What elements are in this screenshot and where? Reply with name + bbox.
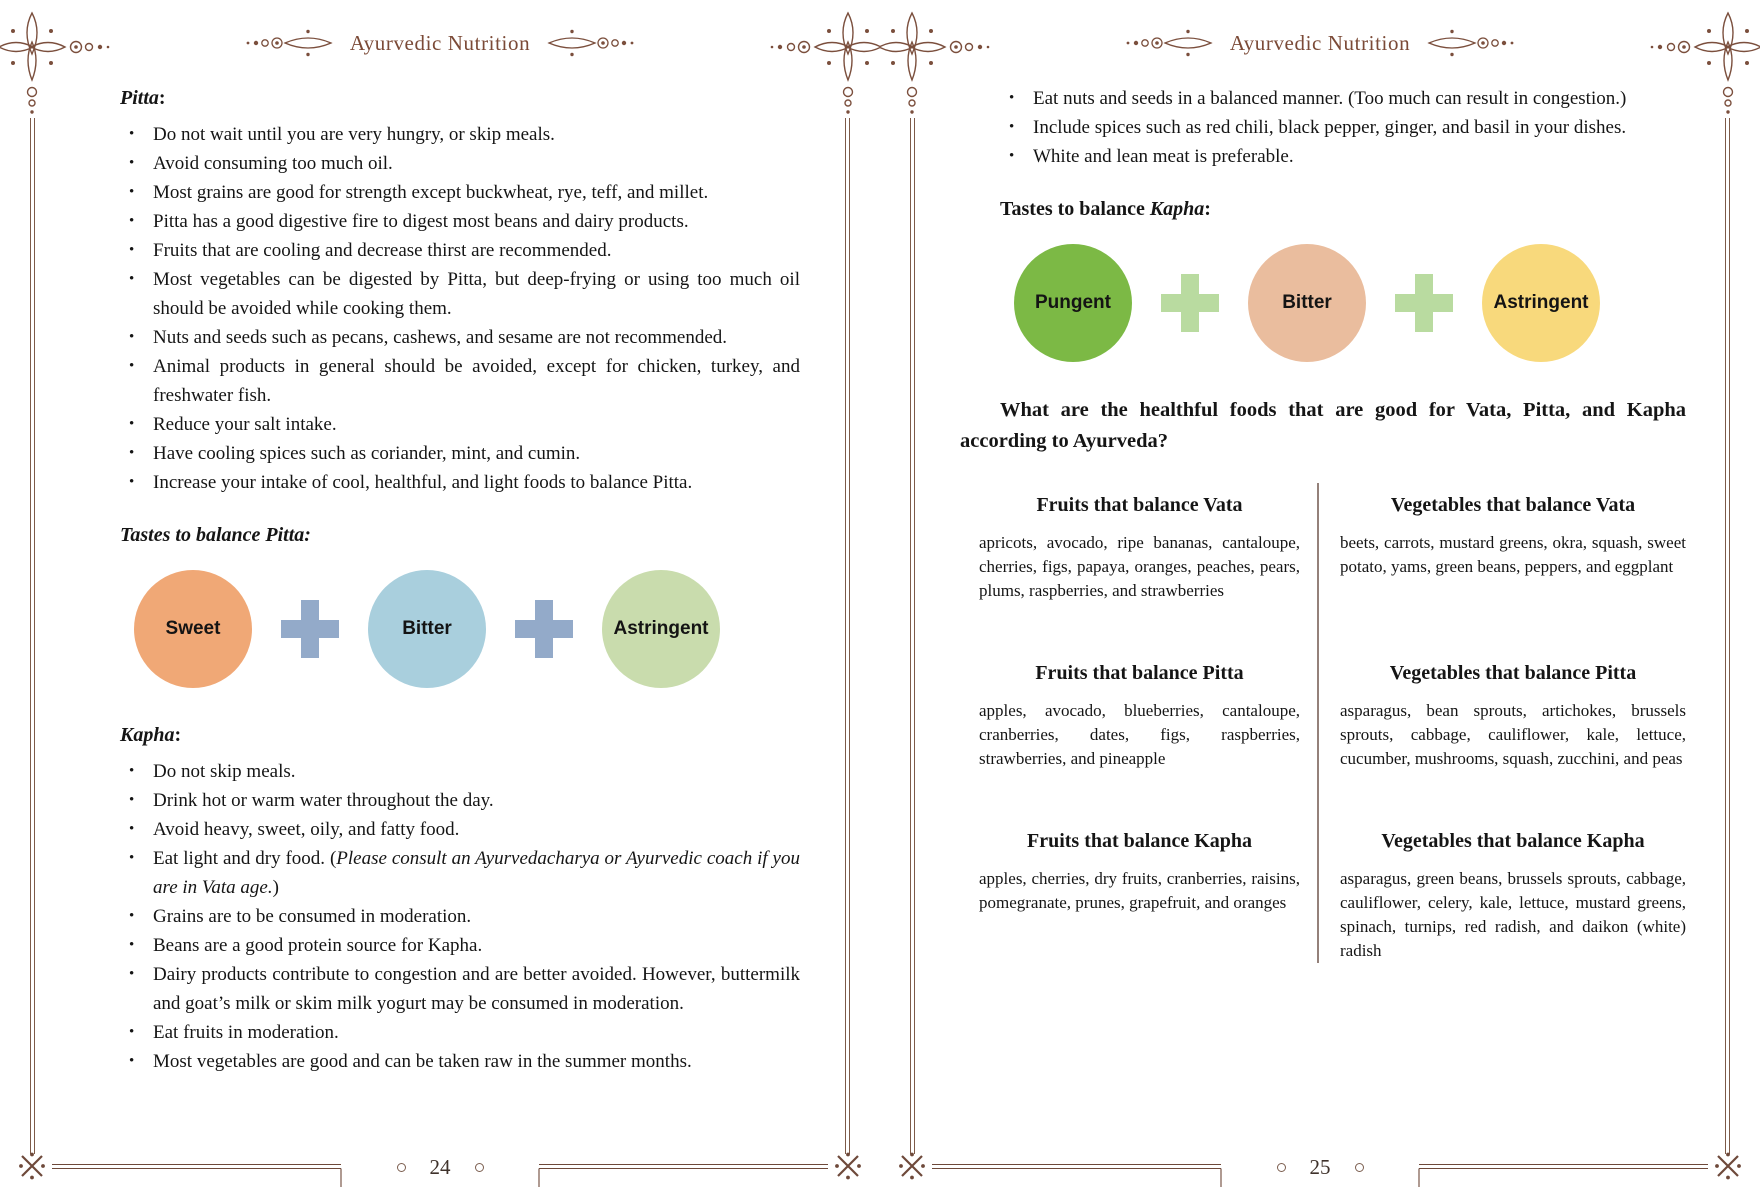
header-flourish-icon	[1124, 28, 1216, 58]
kapha-bullet-list	[120, 757, 800, 1076]
text-segment: Tastes to balance	[1000, 198, 1150, 220]
bullet-item: • White and lean meat is preferable.	[1000, 142, 1680, 171]
tastes-kapha-diagram	[1014, 237, 1680, 369]
taste-circle	[134, 570, 252, 688]
plus-icon	[515, 600, 573, 658]
kapha-advice-bullet-list	[1000, 84, 1680, 171]
corner-flourish-icon	[0, 8, 112, 120]
page-right	[880, 0, 1760, 1200]
tastes-pitta-diagram	[134, 563, 800, 695]
bullet-item: • Drink hot or warm water throughout the day.	[120, 786, 800, 815]
page-border-line	[845, 118, 850, 1154]
bullet-item: • Grains are to be consumed in moderation.	[120, 902, 800, 931]
corner-flourish-icon	[880, 8, 992, 120]
bullet-item: • Increase your intake of cool, healthful, and light foods to balance Pitta.	[120, 468, 800, 497]
bullet-item: • Nuts and seeds such as pecans, cashews, and sesame are not recommended.	[120, 323, 800, 352]
text-segment: :	[174, 724, 182, 746]
bullet-item: • Most vegetables are good and can be taken raw in the summer months.	[120, 1047, 800, 1076]
food-table-cell-body: apples, cherries, dry fruits, cranberries, raisins, pomegranate, prunes, grapefruit, and oranges	[979, 869, 1300, 912]
taste-circle-label: Pungent	[1035, 292, 1111, 313]
bullet-item: • Eat fruits in moderation.	[120, 1018, 800, 1047]
bullet-item: • Fruits that are cooling and decrease thirst are recommended.	[120, 236, 800, 265]
page-number-dot-icon	[1277, 1163, 1286, 1172]
page-number: 25	[1309, 1155, 1331, 1179]
food-table-cell-body: apples, avocado, blueberries, cantaloupe, cranberries, dates, figs, raspberries, strawberries, and pineapple	[979, 701, 1300, 768]
page-number-left	[0, 1155, 880, 1180]
taste-circle-label: Bitter	[1282, 292, 1332, 313]
food-table	[979, 491, 1686, 963]
section-heading-tastes-kapha	[1000, 195, 1680, 223]
text-segment: Kapha	[120, 724, 175, 746]
page-title: Ayurvedic Nutrition	[1229, 30, 1411, 55]
bullet-item: • Include spices such as red chili, black pepper, ginger, and basil in your dishes.	[1000, 113, 1680, 142]
page-content	[120, 84, 800, 1100]
food-table-cell-title: Fruits that balance Vata	[1036, 494, 1243, 516]
section-heading-tastes-pitta	[120, 521, 800, 549]
taste-circle-label: Bitter	[402, 618, 452, 639]
header-flourish-icon	[1424, 28, 1516, 58]
food-table-cell	[1340, 659, 1686, 771]
bullet-item: • Most vegetables can be digested by Pitta, but deep-frying or using too much oil should be avoided while cooking them.	[120, 265, 800, 323]
header-flourish-icon	[544, 28, 636, 58]
taste-circle-label: Astringent	[1493, 292, 1589, 313]
food-table-cell	[979, 659, 1300, 771]
bullet-item: • Beans are a good protein source for Kapha.	[120, 931, 800, 960]
food-table-cell-title: Fruits that balance Kapha	[1026, 830, 1253, 852]
food-table-cell	[1340, 491, 1686, 603]
food-table-cell	[979, 491, 1300, 603]
text-segment: Eat light and dry food. (	[153, 848, 337, 869]
text-segment: Pitta	[120, 87, 159, 109]
bullet-item	[120, 844, 800, 902]
food-table-cell-body: beets, carrots, mustard greens, okra, squash, sweet potato, yams, green beans, peppers, and eggplant	[1340, 533, 1686, 576]
bullet-item: • Have cooling spices such as coriander, mint, and cumin.	[120, 439, 800, 468]
header-flourish-icon	[244, 28, 336, 58]
page-number-dot-icon	[1355, 1163, 1364, 1172]
bullet-item: • Do not wait until you are very hungry, or skip meals.	[120, 120, 800, 149]
food-table-cell-title: Fruits that balance Pitta	[1035, 662, 1244, 684]
page-content	[960, 84, 1686, 963]
bullet-item: • Do not skip meals.	[120, 757, 800, 786]
plus-icon	[1161, 274, 1219, 332]
bullet-item: • Reduce your salt intake.	[120, 410, 800, 439]
plus-icon	[1395, 274, 1453, 332]
text-segment: Please consult an Ayurvedacharya or Ayurvedic coach if you are in Vata age.	[153, 848, 800, 898]
page-border-line	[910, 118, 915, 1154]
food-table-cell-body: asparagus, green beans, brussels sprouts, cabbage, cauliflower, celery, kale, lettuce, mustard greens, spinach, turnips, red radish, and daikon (white) radish	[1340, 869, 1686, 960]
food-table-cell-body: asparagus, bean sprouts, artichokes, brussels sprouts, cabbage, cauliflower, kale, lettuce, cucumber, mushrooms, squash, zucchini, and peas	[1340, 701, 1686, 768]
taste-circle	[1014, 244, 1132, 362]
question-paragraph: What are the healthful foods that are good for Vata, Pitta, and Kapha according to Ayurveda?	[960, 399, 1686, 452]
text-segment: :	[158, 87, 166, 109]
bullet-item: • Pitta has a good digestive fire to digest most beans and dairy products.	[120, 207, 800, 236]
food-table-cell-title: Vegetables that balance Kapha	[1381, 830, 1645, 852]
food-table-cell	[979, 827, 1300, 963]
text-segment: Kapha	[1149, 198, 1205, 220]
text-segment: )	[272, 877, 279, 898]
page-number: 24	[429, 1155, 451, 1179]
bullet-item: • Eat nuts and seeds in a balanced manner. (Too much can result in congestion.)	[1000, 84, 1680, 113]
taste-circle	[602, 570, 720, 688]
taste-circle-label: Sweet	[165, 618, 221, 639]
page-border-line	[1725, 118, 1730, 1154]
taste-circle	[1482, 244, 1600, 362]
section-heading-kapha	[120, 721, 800, 749]
running-header	[880, 28, 1760, 58]
bullet-item: • Avoid consuming too much oil.	[120, 149, 800, 178]
section-heading-pitta	[120, 84, 800, 112]
food-table-cell-body: apricots, avocado, ripe bananas, cantaloupe, cherries, figs, papaya, oranges, peaches, pears, plums, raspberries, and strawberries	[979, 533, 1300, 600]
bullet-item: • Most grains are good for strength except buckwheat, rye, teff, and millet.	[120, 178, 800, 207]
bullet-item: • Avoid heavy, sweet, oily, and fatty food.	[120, 815, 800, 844]
text-segment: Tastes to balance Pitta:	[120, 524, 311, 546]
taste-circle-label: Astringent	[613, 618, 709, 639]
page-border-line	[30, 118, 35, 1154]
text-segment: :	[1204, 198, 1211, 220]
food-table-cell-title: Vegetables that balance Vata	[1390, 494, 1636, 516]
food-table-cell	[1340, 827, 1686, 963]
food-table-cell-title: Vegetables that balance Pitta	[1389, 662, 1637, 684]
bullet-item: • Dairy products contribute to congestion and are better avoided. However, buttermilk and goat’s milk or skim milk yogurt may be consumed in moderation.	[120, 960, 800, 1018]
page-title: Ayurvedic Nutrition	[349, 30, 531, 55]
page-number-right	[880, 1155, 1760, 1180]
taste-circle	[1248, 244, 1366, 362]
taste-circle	[368, 570, 486, 688]
bullet-item: • Animal products in general should be avoided, except for chicken, turkey, and freshwater fish.	[120, 352, 800, 410]
pitta-bullet-list	[120, 120, 800, 497]
plus-icon	[281, 600, 339, 658]
page-number-dot-icon	[475, 1163, 484, 1172]
running-header	[0, 28, 880, 58]
page-number-dot-icon	[397, 1163, 406, 1172]
